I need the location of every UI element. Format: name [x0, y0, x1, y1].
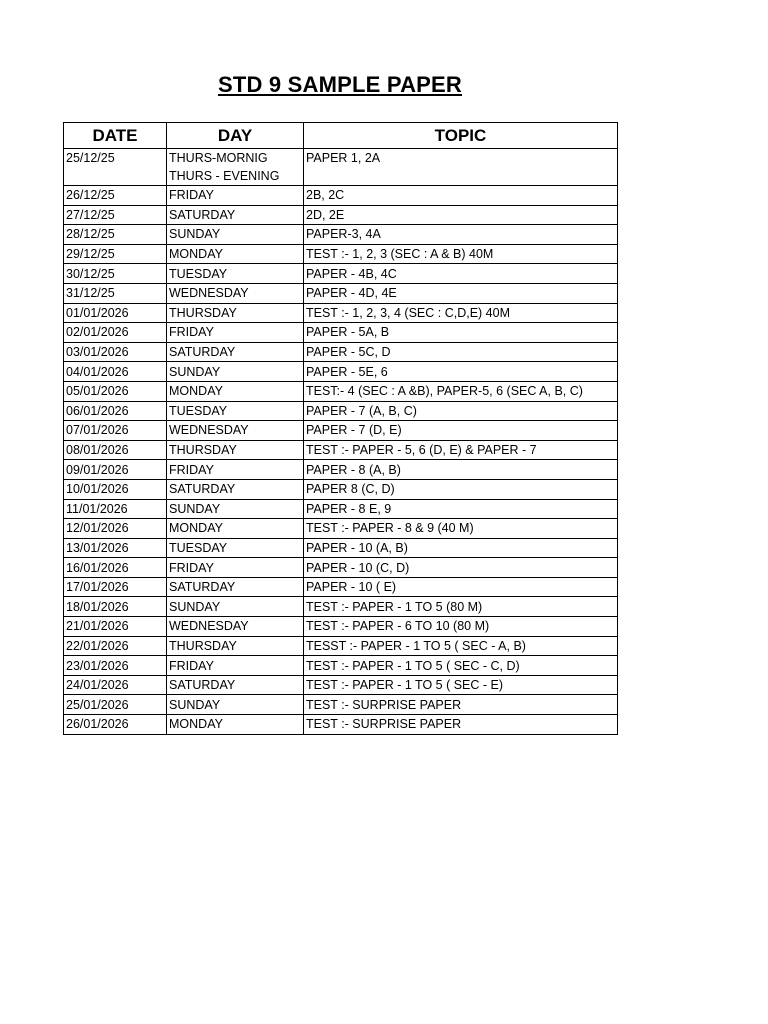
cell-topic: PAPER - 4B, 4C [304, 264, 618, 284]
header-date: DATE [64, 123, 167, 149]
cell-day: SUNDAY [167, 362, 304, 382]
table-row [64, 558, 618, 578]
cell-date: 26/01/2026 [64, 715, 167, 735]
schedule-table [63, 122, 618, 735]
cell-date: 04/01/2026 [64, 362, 167, 382]
cell-date: 03/01/2026 [64, 342, 167, 362]
cell-date: 09/01/2026 [64, 460, 167, 480]
cell-date: 25/12/25 [64, 149, 167, 186]
cell-day: SATURDAY [167, 342, 304, 362]
cell-topic: TEST:- 4 (SEC : A &B), PAPER-5, 6 (SEC A, B, C) [304, 381, 618, 401]
cell-topic: TEST :- PAPER - 1 TO 5 ( SEC - C, D) [304, 656, 618, 676]
table-row [64, 656, 618, 676]
header-day: DAY [167, 123, 304, 149]
cell-date: 07/01/2026 [64, 421, 167, 441]
table-row [64, 283, 618, 303]
cell-date: 31/12/25 [64, 283, 167, 303]
cell-day-line: THURS - EVENING [169, 169, 280, 183]
cell-topic: PAPER - 8 E, 9 [304, 499, 618, 519]
cell-topic: 2B, 2C [304, 186, 618, 206]
cell-date: 30/12/25 [64, 264, 167, 284]
cell-date: 10/01/2026 [64, 479, 167, 499]
table-row [64, 675, 618, 695]
table-row [64, 597, 618, 617]
cell-topic: TEST :- PAPER - 1 TO 5 ( SEC - E) [304, 675, 618, 695]
table-row [64, 149, 618, 186]
table-row [64, 519, 618, 539]
cell-date: 22/01/2026 [64, 636, 167, 656]
cell-day: FRIDAY [167, 186, 304, 206]
cell-date: 13/01/2026 [64, 538, 167, 558]
cell-day: TUESDAY [167, 264, 304, 284]
cell-day-line: THURS-MORNIG [169, 151, 268, 165]
cell-topic: PAPER - 5C, D [304, 342, 618, 362]
cell-day: WEDNESDAY [167, 421, 304, 441]
cell-day: SUNDAY [167, 597, 304, 617]
cell-topic: TEST :- PAPER - 8 & 9 (40 M) [304, 519, 618, 539]
cell-date: 18/01/2026 [64, 597, 167, 617]
cell-date: 26/12/25 [64, 186, 167, 206]
table-row [64, 636, 618, 656]
cell-date: 12/01/2026 [64, 519, 167, 539]
table-row [64, 460, 618, 480]
cell-day: SUNDAY [167, 225, 304, 245]
cell-day: SATURDAY [167, 479, 304, 499]
table-row [64, 225, 618, 245]
cell-date: 17/01/2026 [64, 577, 167, 597]
cell-day: WEDNESDAY [167, 283, 304, 303]
cell-topic: PAPER 8 (C, D) [304, 479, 618, 499]
cell-topic: TEST :- SURPRISE PAPER [304, 715, 618, 735]
cell-date: 08/01/2026 [64, 440, 167, 460]
table-row [64, 342, 618, 362]
cell-topic: TEST :- PAPER - 6 TO 10 (80 M) [304, 617, 618, 637]
cell-topic: PAPER - 5E, 6 [304, 362, 618, 382]
cell-topic: PAPER - 8 (A, B) [304, 460, 618, 480]
cell-day: FRIDAY [167, 460, 304, 480]
cell-topic: PAPER - 10 ( E) [304, 577, 618, 597]
cell-day: TUESDAY [167, 401, 304, 421]
cell-date: 25/01/2026 [64, 695, 167, 715]
table-row [64, 264, 618, 284]
cell-date: 01/01/2026 [64, 303, 167, 323]
cell-topic: PAPER-3, 4A [304, 225, 618, 245]
cell-day: MONDAY [167, 715, 304, 735]
cell-day: THURSDAY [167, 303, 304, 323]
table-row [64, 205, 618, 225]
cell-date: 28/12/25 [64, 225, 167, 245]
table-row [64, 381, 618, 401]
cell-topic: TEST :- SURPRISE PAPER [304, 695, 618, 715]
cell-date: 16/01/2026 [64, 558, 167, 578]
cell-date: 27/12/25 [64, 205, 167, 225]
table-row [64, 244, 618, 264]
table-row [64, 362, 618, 382]
cell-date: 05/01/2026 [64, 381, 167, 401]
cell-topic: TEST :- PAPER - 1 TO 5 (80 M) [304, 597, 618, 617]
cell-topic: PAPER - 5A, B [304, 323, 618, 343]
cell-day: SATURDAY [167, 205, 304, 225]
cell-topic: PAPER 1, 2A [304, 149, 618, 186]
cell-date: 23/01/2026 [64, 656, 167, 676]
cell-day: MONDAY [167, 244, 304, 264]
cell-day: MONDAY [167, 519, 304, 539]
cell-topic: PAPER - 10 (C, D) [304, 558, 618, 578]
table-row [64, 695, 618, 715]
cell-day: FRIDAY [167, 323, 304, 343]
cell-topic: 2D, 2E [304, 205, 618, 225]
table-row [64, 323, 618, 343]
cell-topic: TEST :- PAPER - 5, 6 (D, E) & PAPER - 7 [304, 440, 618, 460]
table-row [64, 401, 618, 421]
cell-day [167, 149, 304, 186]
cell-day: MONDAY [167, 381, 304, 401]
table-row [64, 303, 618, 323]
cell-topic: TESST :- PAPER - 1 TO 5 ( SEC - A, B) [304, 636, 618, 656]
header-row [64, 123, 618, 149]
cell-date: 11/01/2026 [64, 499, 167, 519]
cell-day: FRIDAY [167, 656, 304, 676]
cell-day: SUNDAY [167, 499, 304, 519]
cell-day: SATURDAY [167, 675, 304, 695]
table-row [64, 440, 618, 460]
cell-day: THURSDAY [167, 440, 304, 460]
cell-topic: TEST :- 1, 2, 3 (SEC : A & B) 40M [304, 244, 618, 264]
table-row [64, 186, 618, 206]
cell-day: THURSDAY [167, 636, 304, 656]
cell-topic: PAPER - 7 (A, B, C) [304, 401, 618, 421]
cell-date: 29/12/25 [64, 244, 167, 264]
cell-day: WEDNESDAY [167, 617, 304, 637]
cell-date: 06/01/2026 [64, 401, 167, 421]
table-row [64, 617, 618, 637]
table-row [64, 538, 618, 558]
cell-topic: TEST :- 1, 2, 3, 4 (SEC : C,D,E) 40M [304, 303, 618, 323]
cell-topic: PAPER - 7 (D, E) [304, 421, 618, 441]
table-row [64, 577, 618, 597]
cell-date: 24/01/2026 [64, 675, 167, 695]
cell-topic: PAPER - 10 (A, B) [304, 538, 618, 558]
table-row [64, 479, 618, 499]
table-row [64, 499, 618, 519]
table-row [64, 421, 618, 441]
cell-day: FRIDAY [167, 558, 304, 578]
cell-day: SATURDAY [167, 577, 304, 597]
cell-topic: PAPER - 4D, 4E [304, 283, 618, 303]
cell-date: 21/01/2026 [64, 617, 167, 637]
cell-date: 02/01/2026 [64, 323, 167, 343]
table-row [64, 715, 618, 735]
cell-day: SUNDAY [167, 695, 304, 715]
header-topic: TOPIC [304, 123, 618, 149]
cell-day: TUESDAY [167, 538, 304, 558]
document-title: STD 9 SAMPLE PAPER [217, 72, 462, 97]
